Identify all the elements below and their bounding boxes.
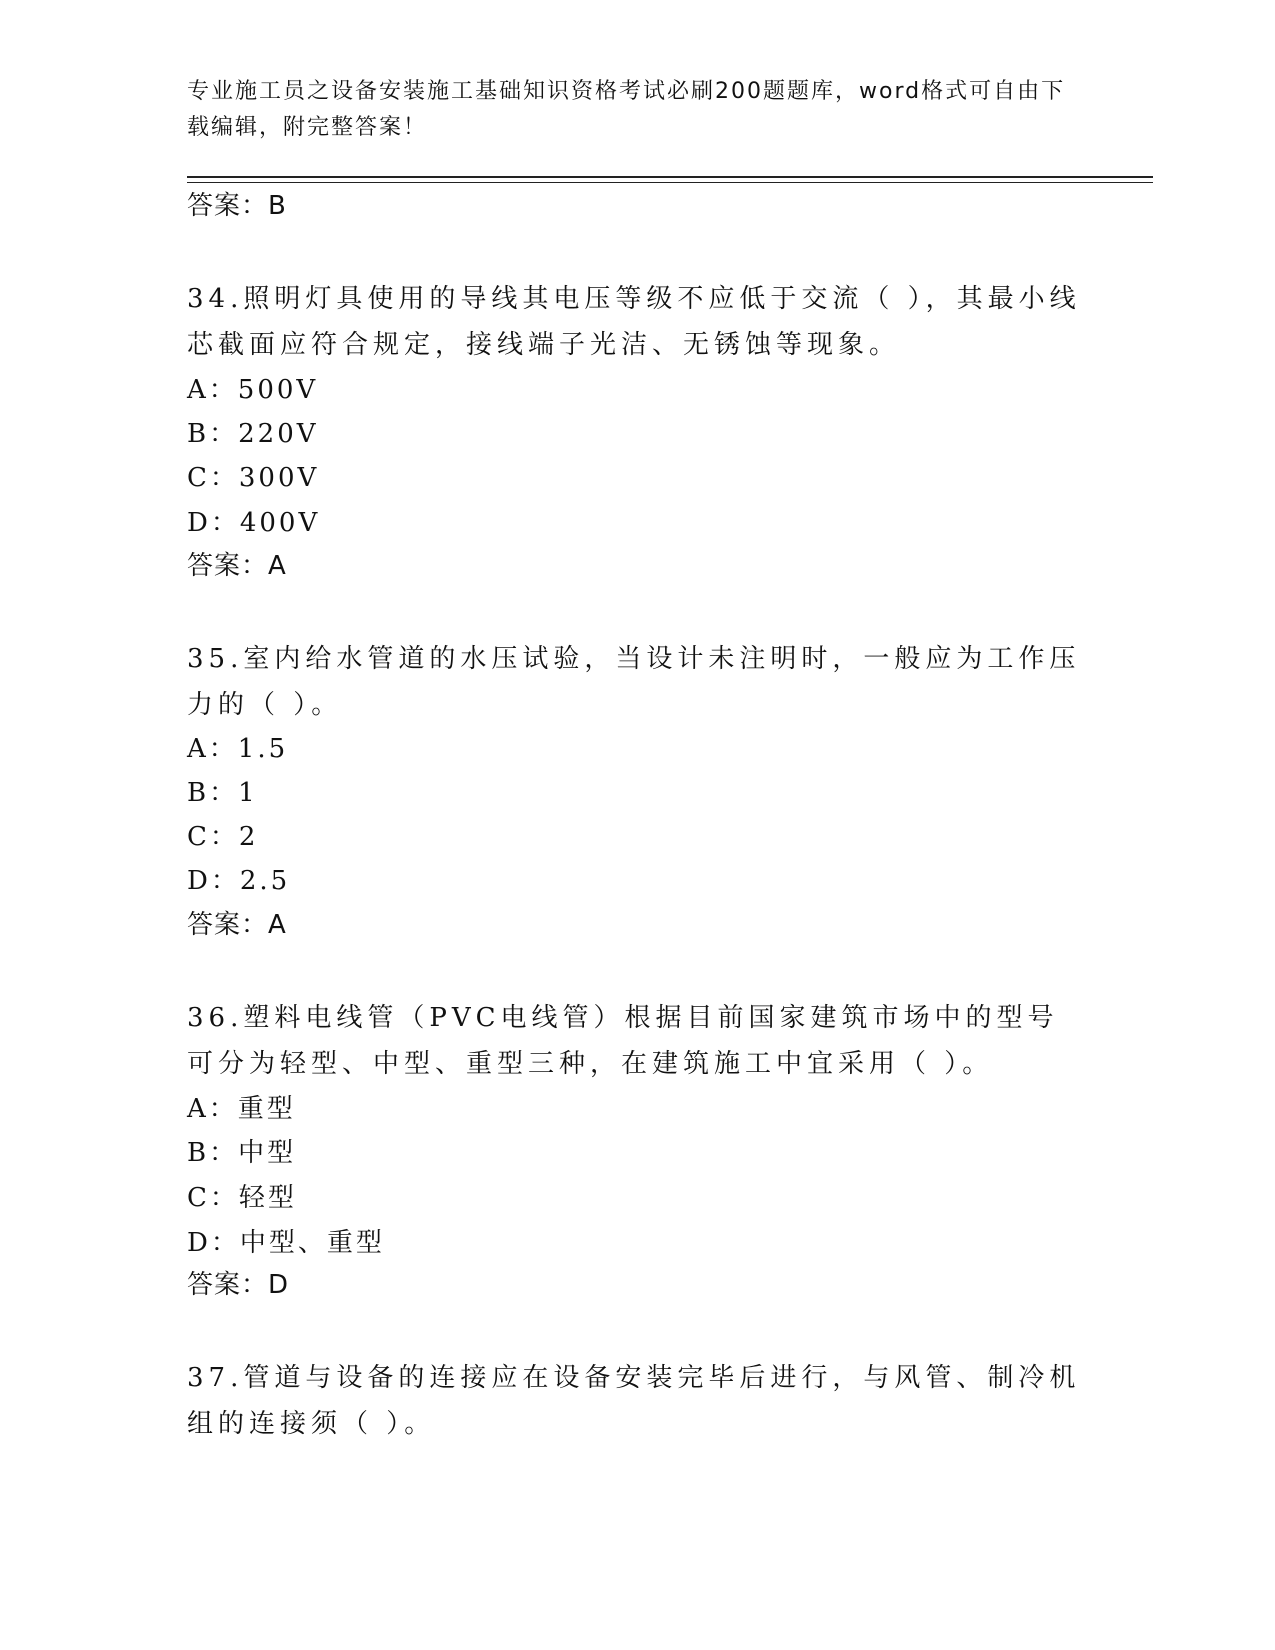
question-36-option-a: A：重型 bbox=[187, 1094, 296, 1124]
question-36-stem: 36.塑料电线管（PVC电线管）根据目前国家建筑市场中的型号可分为轻型、中型、重型三种，在建筑施工中宜采用（ ）。 bbox=[187, 1003, 1059, 1079]
question-35-option-d: D：2.5 bbox=[187, 866, 291, 896]
question-35-stem: 35.室内给水管道的水压试验，当设计未注明时，一般应为工作压力的（ ）。 bbox=[187, 644, 1081, 720]
document-header: 专业施工员之设备安装施工基础知识资格考试必刷200题题库，word格式可自由下载编辑，附完整答案！ bbox=[187, 79, 1066, 140]
question-36-option-c: C：轻型 bbox=[187, 1183, 297, 1213]
question-35-option-b: B：1 bbox=[187, 778, 258, 808]
question-37-stem: 37.管道与设备的连接应在设备安装完毕后进行，与风管、制冷机组的连接须（ ）。 bbox=[187, 1363, 1081, 1439]
question-35-answer: 答案：A bbox=[187, 910, 287, 940]
question-36-option-b: B：中型 bbox=[187, 1138, 297, 1168]
question-36-answer: 答案：D bbox=[187, 1270, 290, 1300]
answer-previous: 答案：B bbox=[187, 191, 287, 221]
question-34-answer: 答案：A bbox=[187, 551, 287, 581]
question-34-option-a: A：500V bbox=[187, 375, 319, 405]
question-34-option-b: B：220V bbox=[187, 419, 319, 449]
question-34-stem: 34.照明灯具使用的导线其电压等级不应低于交流（ ），其最小线芯截面应符合规定，接线端子光洁、无锈蚀等现象。 bbox=[187, 284, 1081, 360]
question-34-option-d: D：400V bbox=[187, 508, 321, 538]
header-rule-thin bbox=[187, 182, 1153, 183]
question-34-option-c: C：300V bbox=[187, 463, 320, 493]
header-rule-thick bbox=[187, 176, 1153, 178]
question-35-option-c: C：2 bbox=[187, 822, 259, 852]
question-36-option-d: D：中型、重型 bbox=[187, 1228, 385, 1258]
question-35-option-a: A：1.5 bbox=[187, 734, 289, 764]
